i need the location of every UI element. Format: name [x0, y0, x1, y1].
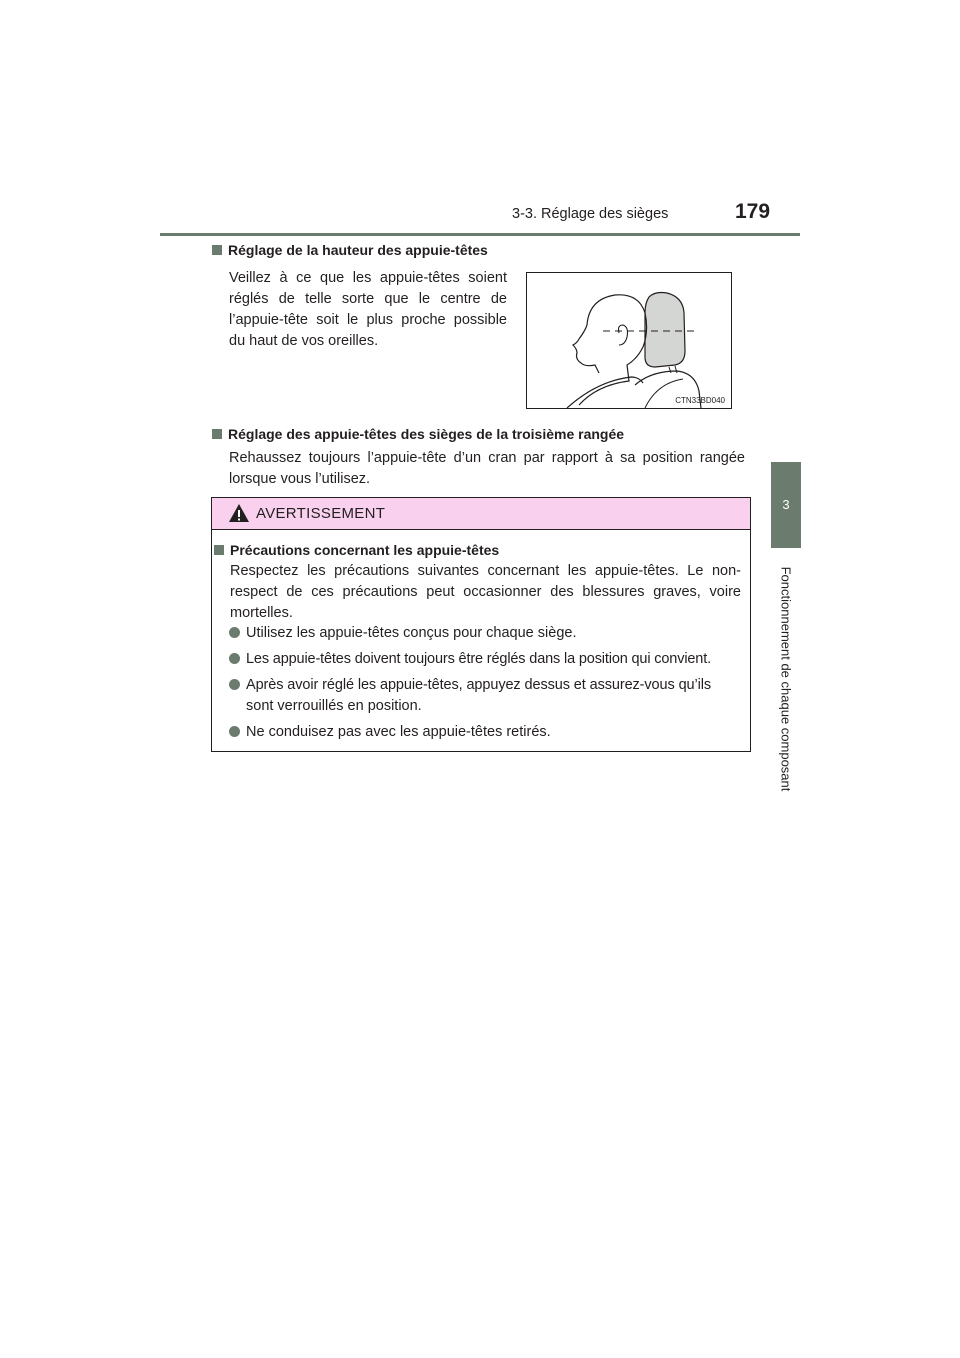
- warning-intro-line: respect de ces précautions peut occasionner des blessures graves, voire: [230, 584, 741, 600]
- section2-paragraph: [229, 448, 745, 490]
- section1-paragraph: [229, 268, 507, 352]
- warning-bullet-item: Après avoir réglé les appuie-têtes, appuyez dessus et assurez-vous qu’ils: [229, 675, 745, 696]
- figure-code: CTN33BD040: [675, 396, 725, 405]
- section2-line: lorsque vous l’utilisez.: [229, 471, 371, 487]
- round-bullet-icon: [229, 726, 240, 737]
- page-number: 179: [735, 200, 771, 223]
- section2-line: Rehaussez toujours l’appuie-tête d’un cran par rapport à sa position rangée: [229, 450, 745, 466]
- square-bullet-icon: [214, 545, 224, 555]
- warning-title: AVERTISSEMENT: [256, 505, 386, 522]
- warning-bullet-item: Les appuie-têtes doivent toujours être réglés dans la position qui convient.: [229, 649, 745, 670]
- section1-heading: Réglage de la hauteur des appuie-têtes: [212, 242, 488, 258]
- section1-line: du haut de vos oreilles.: [229, 333, 379, 349]
- head-profile: [573, 295, 647, 405]
- section-title: 3-3. Réglage des sièges: [512, 206, 669, 222]
- headrest-illustration: [526, 272, 732, 409]
- warning-bullet-continuation: sont verrouillés en position.: [246, 698, 422, 714]
- section1-line: Veillez à ce que les appuie-têtes soient: [229, 270, 507, 286]
- warning-box: [211, 497, 751, 752]
- warning-triangle-icon: [228, 503, 250, 523]
- warning-bullet-item: Ne conduisez pas avec les appuie-têtes retirés.: [229, 722, 745, 743]
- headrest-shape: [645, 293, 685, 368]
- warning-header: [212, 498, 750, 530]
- warning-bullet-item: Utilisez les appuie-têtes conçus pour chaque siège.: [229, 623, 745, 644]
- chapter-number: 3: [782, 497, 790, 512]
- head-and-headrest-drawing: [527, 273, 731, 408]
- section2-heading: Réglage des appuie-têtes des sièges de la troisième rangée: [212, 426, 624, 442]
- header-rule: [160, 233, 800, 236]
- warning-intro: [230, 561, 741, 624]
- chapter-side-label: [771, 550, 801, 808]
- chapter-title: Fonctionnement de chaque composant: [778, 566, 794, 792]
- ear-icon: [619, 325, 628, 345]
- round-bullet-icon: [229, 679, 240, 690]
- square-bullet-icon: [212, 429, 222, 439]
- chapter-tab: [771, 462, 801, 548]
- section1-line: réglés de telle sorte que le centre de: [229, 291, 507, 307]
- round-bullet-icon: [229, 627, 240, 638]
- warning-intro-line: Respectez les précautions suivantes concernant les appuie-têtes. Le non-: [230, 563, 741, 579]
- section1-line: l’appuie-tête soit le plus proche possible: [229, 312, 507, 328]
- warning-heading: Précautions concernant les appuie-têtes: [214, 542, 499, 558]
- square-bullet-icon: [212, 245, 222, 255]
- round-bullet-icon: [229, 653, 240, 664]
- warning-intro-line: mortelles.: [230, 605, 293, 621]
